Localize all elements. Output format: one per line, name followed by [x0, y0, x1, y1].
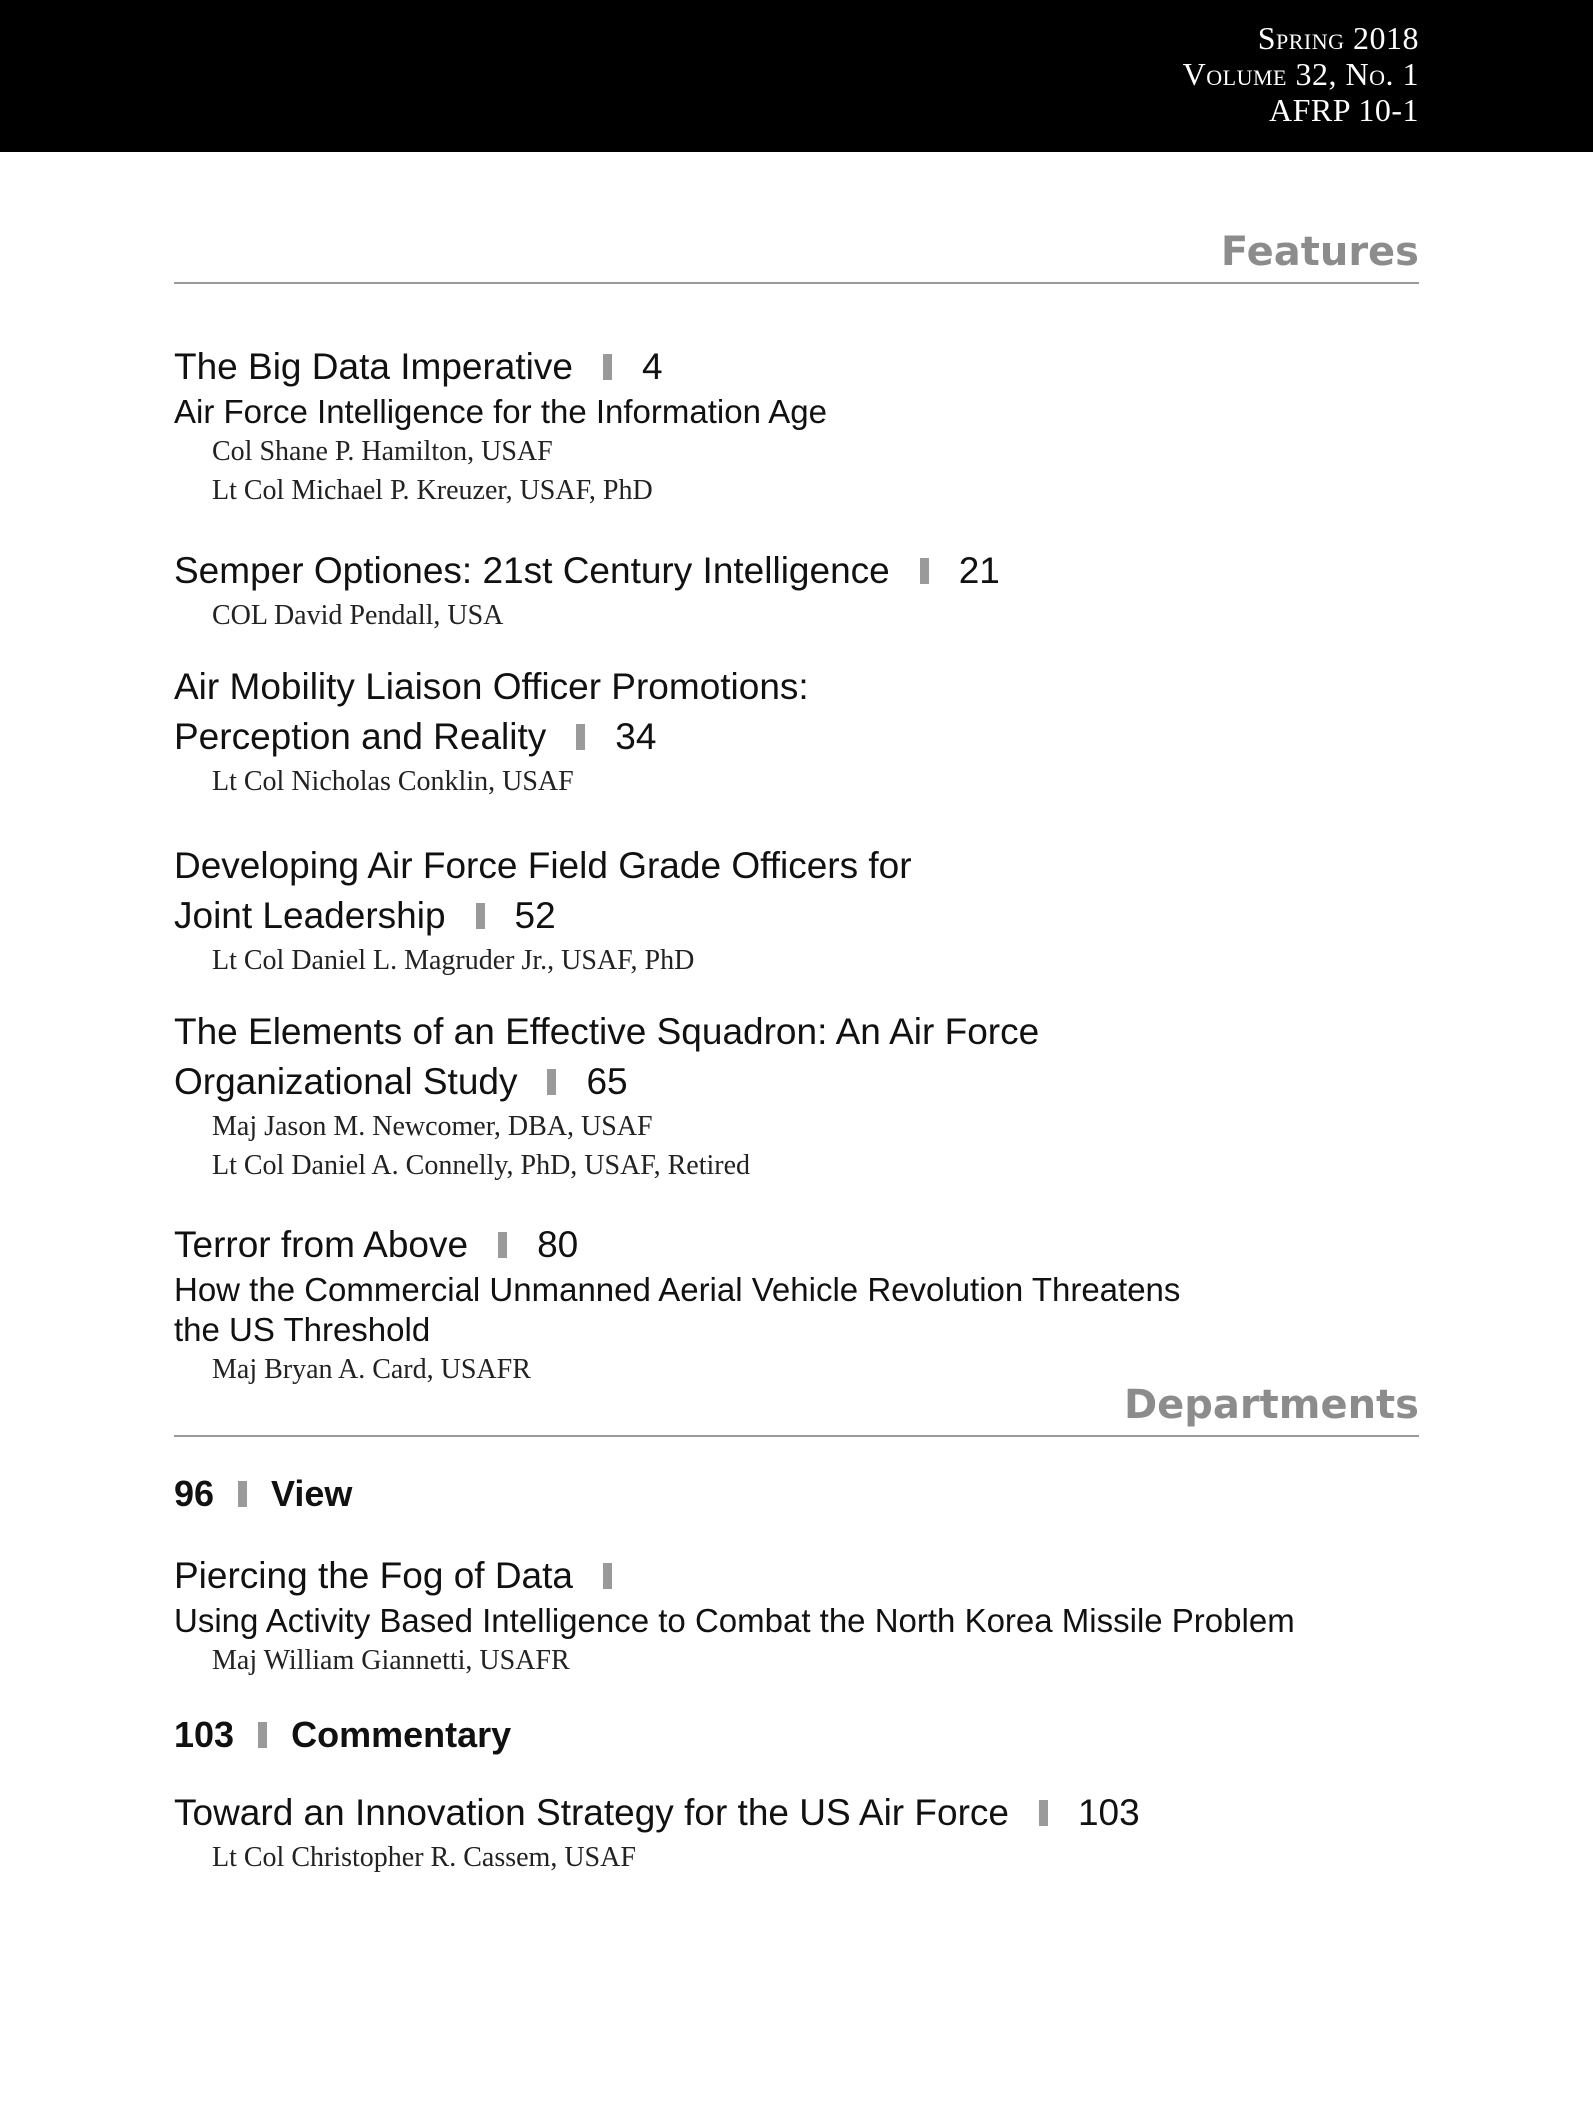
article-title: Organizational Study	[174, 1061, 518, 1102]
article-page: 65	[586, 1061, 628, 1102]
article-author: Maj Jason M. Newcomer, DBA, USAF	[212, 1111, 653, 1142]
separator-bar	[476, 903, 485, 929]
issue-info	[1183, 20, 1419, 128]
article-title: The Big Data Imperative	[174, 346, 573, 387]
separator-bar	[1039, 1800, 1048, 1826]
departments-section	[174, 1381, 1419, 1437]
department-name: Commentary	[291, 1714, 512, 1755]
article-author: Lt Col Daniel A. Connelly, PhD, USAF, Retired	[212, 1150, 751, 1181]
issue-season: Spring 2018	[1257, 20, 1419, 56]
article-page: 52	[514, 895, 556, 936]
feature-article-field-grade-officers[interactable]	[174, 841, 1419, 980]
article-title-line-2	[174, 1057, 1419, 1107]
separator-bar	[920, 558, 929, 584]
article-title-line	[174, 1551, 1419, 1601]
article-author: Col Shane P. Hamilton, USAF	[212, 436, 553, 467]
feature-article-effective-squadron[interactable]	[174, 1007, 1419, 1185]
article-page: 34	[615, 716, 657, 757]
article-title: Toward an Innovation Strategy for the US Air Force	[174, 1792, 1009, 1833]
department-article-innovation-strategy[interactable]	[174, 1788, 1419, 1877]
header-band	[0, 0, 1593, 152]
article-author: Lt Col Christopher R. Cassem, USAF	[212, 1842, 636, 1873]
article-author: Maj Bryan A. Card, USAFR	[212, 1354, 531, 1385]
feature-article-air-mobility[interactable]	[174, 662, 1419, 801]
department-article-fog-of-data[interactable]	[174, 1551, 1419, 1680]
separator-bar	[498, 1232, 507, 1258]
article-subtitle: Air Force Intelligence for the Information Age	[174, 393, 828, 430]
issue-code: AFRP 10-1	[1268, 92, 1419, 128]
article-subtitle-line-2: the US Threshold	[174, 1311, 431, 1348]
article-page: 80	[537, 1224, 579, 1265]
department-page: 96	[174, 1473, 215, 1514]
article-author: Maj William Giannetti, USAFR	[212, 1645, 570, 1676]
article-author: Lt Col Nicholas Conklin, USAF	[212, 766, 574, 797]
article-title: Joint Leadership	[174, 895, 446, 936]
article-page: 4	[641, 346, 663, 387]
features-section	[174, 228, 1419, 284]
department-view[interactable]	[174, 1471, 1419, 1517]
features-rule	[174, 282, 1419, 284]
separator-bar	[603, 354, 612, 380]
departments-heading: Departments	[1123, 1382, 1419, 1428]
separator-bar	[603, 1563, 612, 1589]
article-title-line-1: Air Mobility Liaison Officer Promotions:	[174, 666, 809, 707]
article-title: Semper Optiones: 21st Century Intelligence	[174, 550, 890, 591]
article-page: 21	[958, 550, 1000, 591]
article-subtitle: Using Activity Based Intelligence to Combat the North Korea Missile Problem	[174, 1602, 1295, 1639]
article-title-line-2	[174, 712, 1419, 762]
departments-rule	[174, 1435, 1419, 1437]
article-title: Piercing the Fog of Data	[174, 1555, 573, 1596]
feature-article-semper-optiones[interactable]	[174, 546, 1419, 635]
department-commentary[interactable]	[174, 1712, 1419, 1758]
article-title-line-2	[174, 891, 1419, 941]
article-title-line	[174, 546, 1419, 596]
article-author: Lt Col Michael P. Kreuzer, USAF, PhD	[212, 475, 653, 506]
feature-article-terror-from-above[interactable]	[174, 1220, 1419, 1389]
department-name: View	[271, 1473, 353, 1514]
article-title-line	[174, 342, 1419, 392]
article-page: 103	[1077, 1792, 1140, 1833]
separator-bar	[258, 1722, 267, 1748]
separator-bar	[547, 1069, 556, 1095]
article-title: Terror from Above	[174, 1224, 469, 1265]
issue-volume: Volume 32, No. 1	[1182, 56, 1419, 92]
features-heading: Features	[1220, 229, 1419, 275]
table-of-contents	[174, 152, 1419, 1877]
department-page: 103	[174, 1714, 235, 1755]
article-author: Lt Col Daniel L. Magruder Jr., USAF, PhD	[212, 945, 695, 976]
article-subtitle-line-1: How the Commercial Unmanned Aerial Vehicle Revolution Threatens	[174, 1271, 1181, 1308]
article-title: Perception and Reality	[174, 716, 547, 757]
feature-article-big-data[interactable]	[174, 342, 1419, 510]
separator-bar	[576, 724, 585, 750]
separator-bar	[238, 1481, 247, 1507]
article-author: COL David Pendall, USA	[212, 600, 504, 631]
article-title-line	[174, 1220, 1419, 1270]
article-title-line-1: The Elements of an Effective Squadron: An Air Force	[174, 1011, 1040, 1052]
article-title-line	[174, 1788, 1419, 1838]
article-title-line-1: Developing Air Force Field Grade Officers for	[174, 845, 912, 886]
